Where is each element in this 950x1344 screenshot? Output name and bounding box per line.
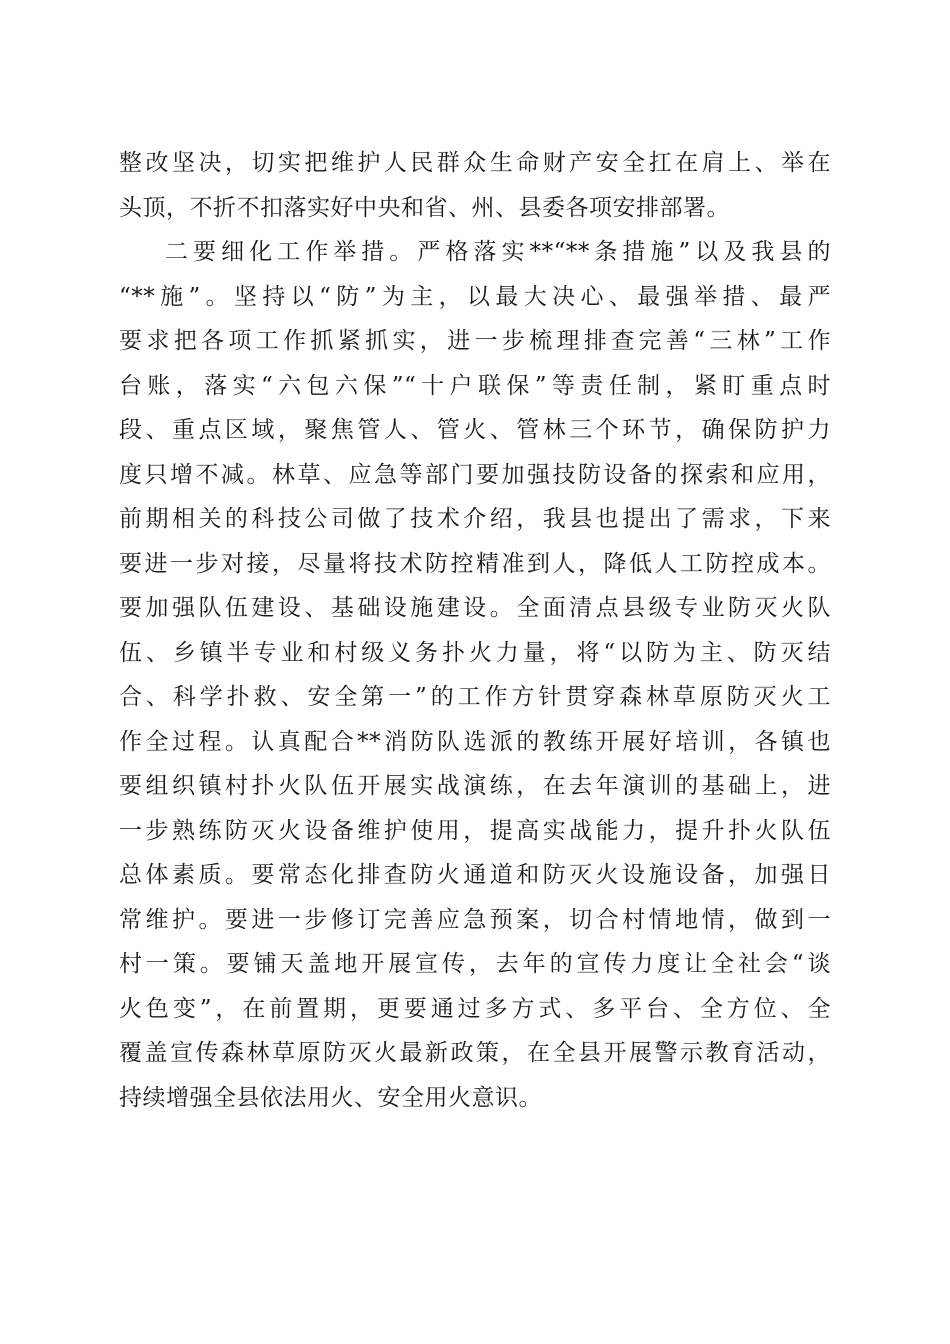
text-line: 一步熟练防灭火设备维护使用，提高实战能力，提升扑火队伍 xyxy=(119,817,831,844)
text-line: 村一策。要铺天盖地开展宣传，去年的宣传力度让全社会“谈 xyxy=(119,951,831,977)
body-text xyxy=(119,141,831,1120)
text-line: 台账，落实“六包六保”“十户联保”等责任制，紧盯重点时 xyxy=(119,372,831,399)
text-line: 整改坚决，切实把维护人民群众生命财产安全扛在肩上、举在 xyxy=(119,150,831,176)
text-line: 二要细化工作举措。严格落实**“**条措施”以及我县的 xyxy=(165,239,831,265)
text-line: 要求把各项工作抓紧抓实，进一步梳理排查完善“三林”工作 xyxy=(119,328,831,354)
text-line: “**施”。坚持以“防”为主，以最大决心、最强举措、最严 xyxy=(119,283,831,310)
text-line: 要组织镇村扑火队伍开展实战演练，在去年演训的基础上，进 xyxy=(119,773,831,799)
text-line: 度只增不减。林草、应急等部门要加强技防设备的探索和应用， xyxy=(119,461,831,488)
text-line: 作全过程。认真配合**消防队选派的教练开展好培训，各镇也 xyxy=(119,728,831,755)
text-line: 头顶，不折不扣落实好中央和省、州、县委各项安排部署。 xyxy=(119,194,730,221)
text-line: 持续增强全县依法用火、安全用火意识。 xyxy=(119,1084,542,1111)
text-line: 覆盖宣传森林草原防灭火最新政策，在全县开展警示教育活动， xyxy=(119,1040,831,1066)
text-line: 要进一步对接，尽量将技术防控精准到人，降低人工防控成本。 xyxy=(119,550,831,577)
text-line: 前期相关的科技公司做了技术介绍，我县也提出了需求，下来 xyxy=(119,506,831,532)
text-line: 常维护。要进一步修订完善应急预案，切合村情地情，做到一 xyxy=(119,906,831,933)
text-line: 伍、乡镇半专业和村级义务扑火力量，将“以防为主、防灭结 xyxy=(119,639,831,666)
text-line: 火色变”，在前置期，更要通过多方式、多平台、全方位、全 xyxy=(119,995,831,1022)
text-line: 要加强队伍建设、基础设施建设。全面清点县级专业防灭火队 xyxy=(119,595,831,621)
text-line: 段、重点区域，聚焦管人、管火、管林三个环节，确保防护力 xyxy=(119,417,831,443)
text-line: 总体素质。要常态化排查防火通道和防灭火设施设备，加强日 xyxy=(119,862,831,888)
text-line: 合、科学扑救、安全第一”的工作方针贯穿森林草原防灭火工 xyxy=(119,684,831,710)
